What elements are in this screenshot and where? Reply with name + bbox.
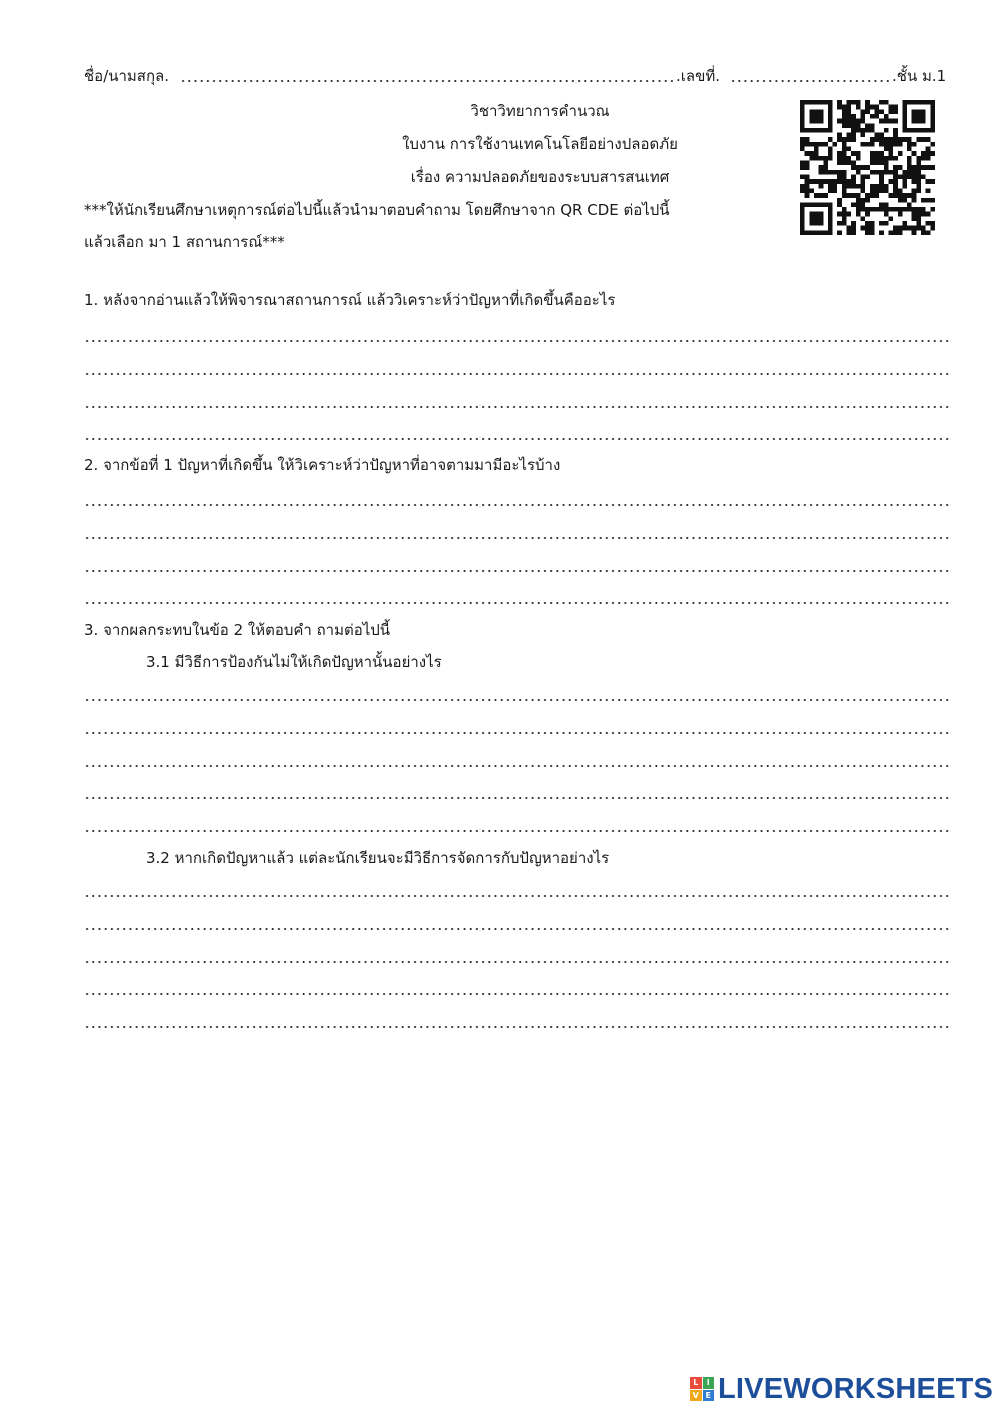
liveworksheets-logo-icon [690, 1374, 993, 1404]
logo-mark-tile: E [703, 1390, 715, 1402]
number-label: .เลขที่. [676, 67, 720, 85]
question-3: 3. จากผลกระทบในข้อ 2 ให้ตอบคำ ถามต่อไปนี้ [84, 621, 391, 639]
answer-line[interactable] [84, 536, 952, 540]
answer-line[interactable] [84, 372, 952, 376]
answer-line[interactable] [84, 927, 952, 931]
answer-line[interactable] [84, 601, 952, 605]
topic-title: เรื่อง ความปลอดภัยของระบบสารสนเทศ [410, 168, 670, 186]
answer-line[interactable] [84, 503, 952, 507]
answer-line[interactable] [84, 569, 952, 573]
answer-line[interactable] [84, 894, 952, 898]
number-fill-line[interactable] [730, 79, 892, 83]
answer-line[interactable] [84, 437, 952, 441]
answer-line[interactable] [84, 764, 952, 768]
worksheet-title: ใบงาน การใช้งานเทคโนโลยีอย่างปลอดภัย [402, 135, 678, 153]
answer-line[interactable] [84, 731, 952, 735]
answer-line[interactable] [84, 1025, 952, 1029]
instructions-line-2: แล้วเลือก มา 1 สถานการณ์*** [84, 233, 285, 251]
logo-mark-tile: V [690, 1390, 702, 1402]
logo-mark [690, 1377, 714, 1401]
question-3-2: 3.2 หากเกิดปัญหาแล้ว แต่ละนักเรียนจะมีวิธีการจัดการกับปัญหาอย่างไร [146, 849, 610, 867]
instructions-text-post: ต่อไปนี้ [618, 201, 670, 219]
answer-line[interactable] [84, 960, 952, 964]
instructions-text-pre: ***ให้นักเรียนศึกษาเหตุการณ์ต่อไปนี้แล้วนำมาตอบคำถาม โดยศึกษาจาก [84, 201, 561, 219]
instructions-line-1 [84, 200, 670, 220]
qr-code-icon [800, 100, 935, 235]
question-1: 1. หลังจากอ่านแล้วให้พิจารณาสถานการณ์ แล้ววิเคราะห์ว่าปัญหาที่เกิดขึ้นคืออะไร [84, 291, 616, 309]
answer-line[interactable] [84, 405, 952, 409]
answer-line[interactable] [84, 796, 952, 800]
question-3-1: 3.1 มีวิธีการป้องกันไม่ให้เกิดปัญหานั้นอย่างไร [146, 653, 442, 671]
answer-line[interactable] [84, 829, 952, 833]
logo-mark-tile: L [690, 1377, 702, 1389]
answer-line[interactable] [84, 339, 952, 343]
qr-code-label: QR CDE [560, 201, 619, 219]
answer-line[interactable] [84, 992, 952, 996]
name-fill-line[interactable] [180, 79, 676, 83]
question-2: 2. จากข้อที่ 1 ปัญหาที่เกิดขึ้น ให้วิเคราะห์ว่าปัญหาที่อาจตามมามีอะไรบ้าง [84, 456, 561, 474]
subject-title: วิชาวิทยาการคำนวณ [470, 102, 610, 120]
answer-line[interactable] [84, 698, 952, 702]
name-label: ชื่อ/นามสกุล. [84, 67, 170, 85]
brand-wordmark: LIVEWORKSHEETS [718, 1372, 994, 1405]
logo-mark-tile: I [703, 1377, 715, 1389]
class-label: .ชั้น ม.1 [892, 67, 947, 85]
